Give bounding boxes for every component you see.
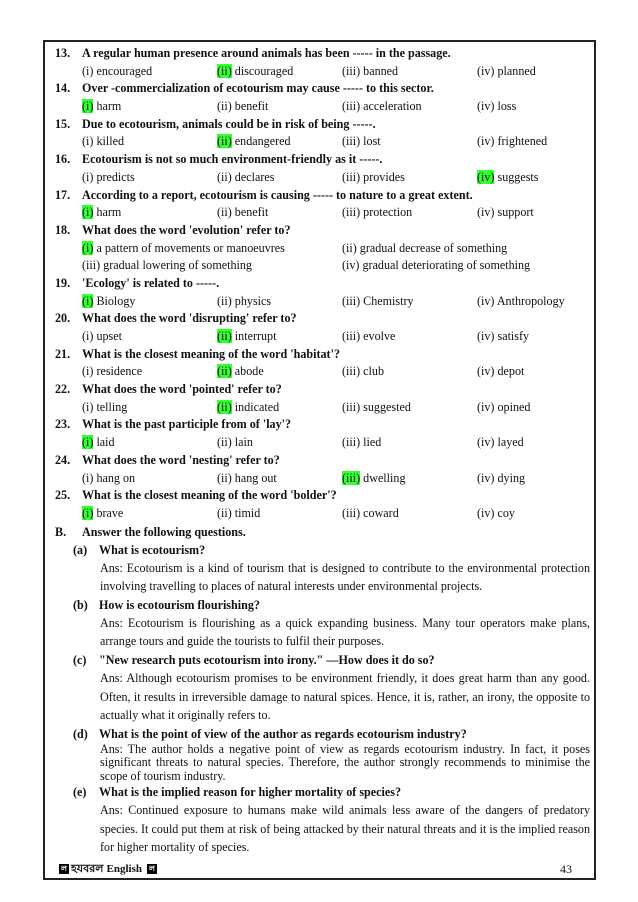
option-label: (i) <box>82 169 94 184</box>
option-1 <box>82 204 217 222</box>
question-14 <box>55 80 590 98</box>
options-row <box>55 505 590 523</box>
option-1 <box>82 293 217 311</box>
mcq-list <box>55 45 590 523</box>
short-question-text: How is ecotourism flourishing? <box>99 597 260 612</box>
option-label: (iv) <box>477 205 495 220</box>
option-text: provides <box>360 169 405 184</box>
option-text: lied <box>360 435 382 450</box>
option-2 <box>217 434 342 452</box>
option-3 <box>342 363 477 381</box>
question-text: A regular human presence around animals has been ----- in the passage. <box>82 46 451 60</box>
question-text: Ecotourism is not so much environment-friendly as it -----. <box>82 152 383 167</box>
option-2 <box>217 293 342 311</box>
option-4 <box>477 505 587 523</box>
question-20 <box>55 310 590 328</box>
option-text: benefit <box>231 205 269 220</box>
question-text: What is the closest meaning of the word 'habitat'? <box>82 346 340 361</box>
question-number: 24. <box>55 452 71 467</box>
option-text: endangered <box>231 134 291 149</box>
question-13 <box>55 45 590 63</box>
option-label: (ii) <box>342 240 357 255</box>
question-25 <box>55 487 590 505</box>
option-text: evolve <box>360 329 396 343</box>
option-label: (iv) <box>477 470 495 485</box>
question-number: 16. <box>55 152 71 167</box>
option-3 <box>342 204 477 222</box>
option-label: (iii) <box>342 364 361 379</box>
short-question-label: (c) <box>73 652 87 667</box>
question-number: 19. <box>55 275 71 290</box>
option-4 <box>477 98 587 116</box>
option-1 <box>82 63 217 81</box>
options-row <box>55 328 590 346</box>
section-b-title: Answer the following questions. <box>82 524 246 539</box>
option-2 <box>217 328 342 346</box>
question-24 <box>55 452 590 470</box>
short-question-b <box>55 596 590 614</box>
option-2 <box>217 204 342 222</box>
option-text: interrupt <box>231 329 277 343</box>
answer-paragraph: Ans: Although ecotourism promises to be environment friendly, it does great harm than any good. Often, it results in irreversible damage to natural spices. Hence, it is, rather, an irony, the opposite to actually what it originally refers to. <box>100 670 590 723</box>
option-2 <box>217 133 342 151</box>
question-number: 17. <box>55 187 71 202</box>
question-text: What is the past participle from of 'lay'? <box>82 417 292 432</box>
book-logo <box>57 862 159 876</box>
short-question-label: (a) <box>73 542 88 557</box>
question-number: 13. <box>55 46 71 60</box>
option-label: (iii) <box>342 63 361 78</box>
question-text: 'Ecology' is related to -----. <box>82 275 220 290</box>
logo-bangla-text: হযবরল <box>71 863 104 875</box>
option-text: harm <box>93 205 122 220</box>
option-text: encouraged <box>93 63 153 78</box>
option-3 <box>342 434 477 452</box>
option-text: dwelling <box>360 470 406 485</box>
option-3 <box>342 133 477 151</box>
option-label: (iii) <box>342 329 361 343</box>
option-1 <box>82 240 342 258</box>
option-1 <box>82 169 217 187</box>
option-text: protection <box>360 205 413 220</box>
option-text: Chemistry <box>360 293 414 308</box>
answer-paragraph: Ans: Ecotourism is flourishing as a quick expanding business. Many tour operators make plans, arrange tours and guide the tourists to fulfil their purposes. <box>100 615 590 649</box>
logo-box-left: ল <box>59 864 69 874</box>
answer-paragraph: Ans: Continued exposure to humans make wild animals less aware of the dangers of predatory species. It could put them at risk of being attacked by their natural threats and it is the implied reason for higher mortality of species. <box>100 803 590 855</box>
question-text: What does the word 'disrupting' refer to? <box>82 311 297 326</box>
question-number: 18. <box>55 222 71 237</box>
options-row <box>55 63 590 81</box>
question-23 <box>55 416 590 434</box>
option-text: harm <box>93 99 122 114</box>
option-text: hang out <box>231 470 277 485</box>
option-3 <box>82 257 342 275</box>
option-4 <box>477 133 587 151</box>
option-text: lost <box>360 134 381 149</box>
option-3 <box>342 98 477 116</box>
question-text: Due to ecotourism, animals could be in risk of being -----. <box>82 116 376 131</box>
option-label: (i) <box>82 470 94 485</box>
option-text: hang on <box>93 470 136 485</box>
option-label: (iii) <box>342 205 361 220</box>
option-label: (iv) <box>477 435 495 450</box>
options-row <box>55 470 590 488</box>
answer-highlight: (ii) <box>217 399 232 414</box>
option-text: a pattern of movements or manoeuvres <box>93 240 285 255</box>
answer-paragraph: Ans: Ecotourism is a kind of tourism that is designed to contribute to the environmental protection involving travelling to places of natural interests under environmental projects. <box>100 560 590 594</box>
question-number: 21. <box>55 346 71 361</box>
option-1 <box>82 133 217 151</box>
option-text: killed <box>93 134 124 149</box>
option-4 <box>477 63 587 81</box>
option-label: (iii) <box>342 293 361 308</box>
answer-highlight: (ii) <box>217 364 232 379</box>
option-text: indicated <box>231 399 280 414</box>
question-16 <box>55 151 590 169</box>
option-label: (iii) <box>342 435 361 450</box>
option-label: (ii) <box>217 169 232 184</box>
option-text: suggested <box>360 399 411 414</box>
options-row <box>55 363 590 381</box>
option-label: (iii) <box>342 134 361 149</box>
option-label: (i) <box>82 63 94 78</box>
option-text: dying <box>494 470 526 485</box>
option-text: banned <box>360 63 399 78</box>
option-text: gradual deteriorating of something <box>359 258 531 273</box>
short-question-a <box>55 541 590 559</box>
option-text: layed <box>494 435 524 450</box>
option-2 <box>217 98 342 116</box>
option-text: planned <box>494 63 536 78</box>
option-1 <box>82 328 217 346</box>
option-label: (iii) <box>82 258 101 273</box>
options-row <box>55 293 590 311</box>
question-17 <box>55 187 590 205</box>
option-2 <box>217 169 342 187</box>
option-text: coy <box>494 505 515 520</box>
option-4 <box>477 204 587 222</box>
option-label: (ii) <box>217 505 232 520</box>
answer-highlight: (ii) <box>217 329 232 343</box>
option-label: (iv) <box>477 134 495 149</box>
logo-box-right: ল <box>147 864 157 874</box>
option-text: discouraged <box>231 63 294 78</box>
question-number: 22. <box>55 382 71 397</box>
option-1 <box>82 470 217 488</box>
answer-highlight: (i) <box>82 293 94 308</box>
options-row <box>55 133 590 151</box>
option-4 <box>477 399 587 417</box>
option-label: (ii) <box>217 99 232 114</box>
question-22 <box>55 381 590 399</box>
option-text: Anthropology <box>494 293 565 308</box>
question-number: 15. <box>55 116 71 131</box>
option-label: (iii) <box>342 399 361 414</box>
option-text: loss <box>494 99 517 114</box>
question-21 <box>55 346 590 364</box>
option-4 <box>477 363 587 381</box>
option-text: upset <box>93 329 122 343</box>
option-label: (i) <box>82 134 94 149</box>
option-text: Biology <box>93 293 136 308</box>
option-label: (iv) <box>342 258 360 273</box>
answer-highlight: (i) <box>82 99 94 114</box>
section-b-heading <box>55 523 590 541</box>
question-text: Over -commercialization of ecotourism may cause ----- to this sector. <box>82 81 434 96</box>
option-label: (iv) <box>477 329 495 343</box>
question-number: 25. <box>55 488 71 503</box>
option-text: gradual lowering of something <box>100 258 252 273</box>
page-number: 43 <box>560 862 572 876</box>
option-1 <box>82 363 217 381</box>
option-label: (ii) <box>217 205 232 220</box>
option-text: timid <box>231 505 261 520</box>
short-question-label: (e) <box>73 785 87 800</box>
option-text: physics <box>231 293 272 308</box>
option-text: opined <box>494 399 531 414</box>
section-b-list <box>55 541 590 857</box>
question-text: What does the word 'evolution' refer to? <box>82 222 291 237</box>
answer-highlight: (ii) <box>217 63 232 78</box>
short-question-label: (b) <box>73 597 88 612</box>
option-label: (iv) <box>477 505 495 520</box>
section-b-number: B. <box>55 524 67 539</box>
option-text: lain <box>231 435 253 450</box>
option-text: depot <box>494 364 525 379</box>
option-text: frightened <box>494 134 548 149</box>
short-question-text: "New research puts ecotourism into irony." —How does it do so? <box>99 652 435 667</box>
option-label: (i) <box>82 399 94 414</box>
option-2 <box>217 63 342 81</box>
option-label: (iv) <box>477 293 495 308</box>
option-text: acceleration <box>360 99 422 114</box>
option-4 <box>477 434 587 452</box>
option-3 <box>342 470 477 488</box>
answer-highlight: (i) <box>82 435 94 450</box>
option-1 <box>82 98 217 116</box>
question-text: What does the word 'pointed' refer to? <box>82 382 282 397</box>
option-4 <box>477 470 587 488</box>
option-2 <box>342 240 592 258</box>
answer-highlight: (i) <box>82 205 94 220</box>
option-label: (i) <box>82 329 94 343</box>
question-15 <box>55 116 590 134</box>
option-text: residence <box>93 364 143 379</box>
option-text: suggests <box>494 169 539 184</box>
option-label: (iii) <box>342 505 361 520</box>
option-text: abode <box>231 364 264 379</box>
option-4 <box>477 169 587 187</box>
options-row <box>55 240 590 258</box>
short-question-c <box>55 651 590 669</box>
question-number: 14. <box>55 81 71 96</box>
option-label: (iv) <box>477 99 495 114</box>
question-text: According to a report, ecotourism is causing ----- to nature to a great extent. <box>82 187 473 202</box>
question-19 <box>55 275 590 293</box>
option-label: (ii) <box>217 293 232 308</box>
short-question-text: What is the implied reason for higher mortality of species? <box>99 785 401 800</box>
option-3 <box>342 169 477 187</box>
option-label: (iv) <box>477 399 495 414</box>
option-text: gradual decrease of something <box>356 240 508 255</box>
options-row <box>55 98 590 116</box>
short-question-text: What is ecotourism? <box>99 542 206 557</box>
option-label: (iii) <box>342 99 361 114</box>
option-2 <box>217 505 342 523</box>
option-1 <box>82 505 217 523</box>
option-3 <box>342 293 477 311</box>
option-3 <box>342 328 477 346</box>
option-text: club <box>360 364 384 379</box>
option-text: predicts <box>93 169 135 184</box>
short-question-label: (d) <box>73 726 88 741</box>
option-label: (ii) <box>217 435 232 450</box>
question-number: 23. <box>55 417 71 432</box>
option-text: declares <box>231 169 275 184</box>
option-2 <box>217 470 342 488</box>
answer-highlight: (i) <box>82 505 94 520</box>
answer-highlight: (i) <box>82 240 94 255</box>
short-question-d <box>55 725 590 743</box>
options-row <box>55 399 590 417</box>
answer-paragraph: Ans: The author holds a negative point of view as regards ecotourism industry. In fact, it poses significant threats to natural species. Therefore, the author strongly recommends to minimise the scope of tourism industry. <box>100 741 590 783</box>
option-label: (iv) <box>477 63 495 78</box>
option-label: (iii) <box>342 169 361 184</box>
question-text: What does the word 'nesting' refer to? <box>82 452 280 467</box>
options-row <box>55 434 590 452</box>
answer-highlight: (iv) <box>477 169 495 184</box>
option-1 <box>82 434 217 452</box>
option-4 <box>477 293 587 311</box>
question-18 <box>55 222 590 240</box>
short-question-text: What is the point of view of the author as regards ecotourism industry? <box>99 726 467 741</box>
option-label: (i) <box>82 364 94 379</box>
option-text: telling <box>93 399 128 414</box>
option-2 <box>217 399 342 417</box>
answer-highlight: (ii) <box>217 134 232 149</box>
option-1 <box>82 399 217 417</box>
page-content <box>55 45 590 857</box>
options-row <box>55 257 590 275</box>
logo-english-text: English <box>106 863 142 875</box>
short-question-e <box>55 783 590 801</box>
option-text: support <box>494 205 534 220</box>
option-3 <box>342 63 477 81</box>
option-text: laid <box>93 435 115 450</box>
option-4 <box>342 257 592 275</box>
option-4 <box>477 328 587 346</box>
option-text: satisfy <box>494 329 530 343</box>
option-2 <box>217 363 342 381</box>
options-row <box>55 169 590 187</box>
options-row <box>55 204 590 222</box>
question-text: What is the closest meaning of the word 'bolder'? <box>82 488 337 503</box>
option-text: benefit <box>231 99 269 114</box>
option-label: (iv) <box>477 364 495 379</box>
question-number: 20. <box>55 311 71 326</box>
option-text: brave <box>93 505 124 520</box>
option-3 <box>342 399 477 417</box>
answer-highlight: (iii) <box>342 470 361 485</box>
option-label: (ii) <box>217 470 232 485</box>
option-3 <box>342 505 477 523</box>
option-text: coward <box>360 505 399 520</box>
